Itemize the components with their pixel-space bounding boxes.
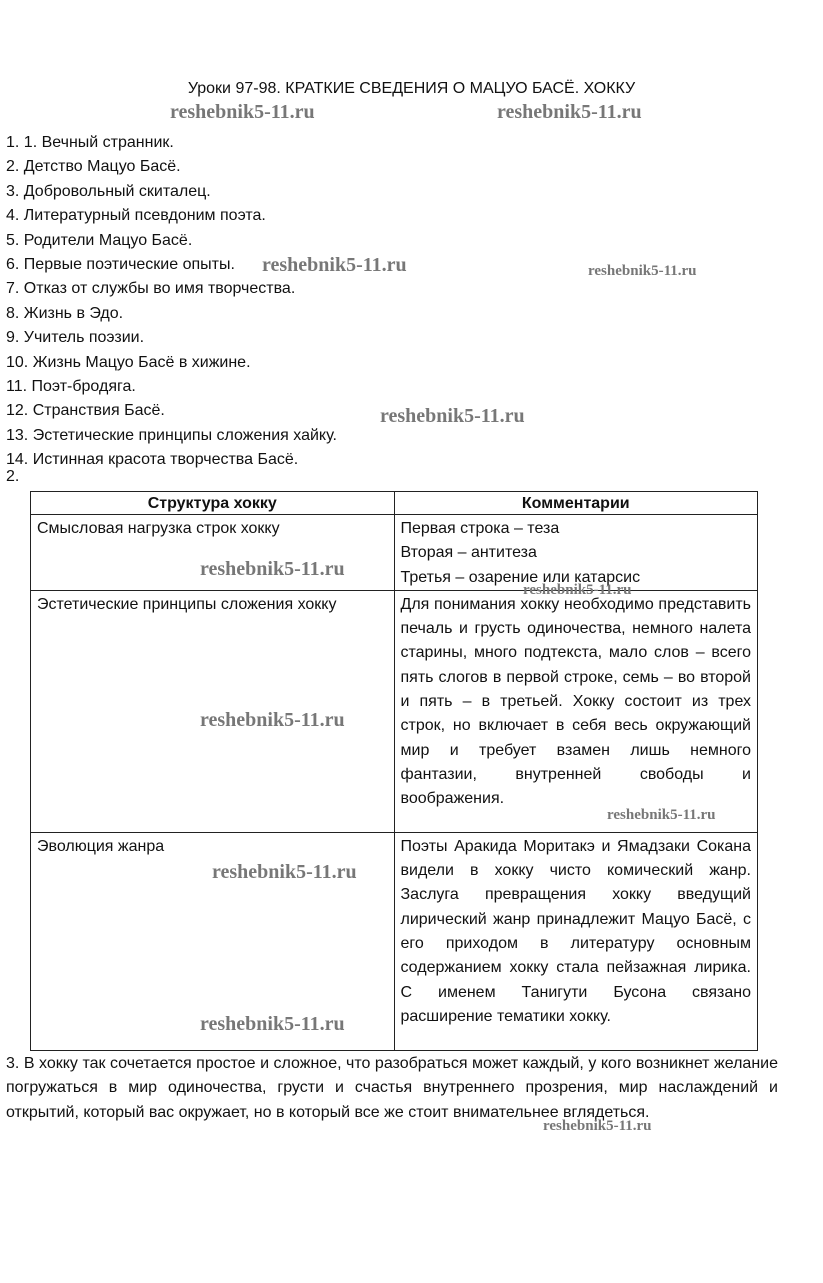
comment-line: Третья – озарение или катарсис: [400, 568, 641, 586]
list-item: 9. Учитель поэзии.: [6, 329, 145, 347]
haiku-table: [30, 491, 758, 1051]
task3-paragraph: 3. В хокку так сочетается простое и сложное, что разобраться может каждый, у кого возникнет желание погружаться в мир одиночества, грусти и счастья внутреннего прозрения, мир наслаждений и открытий, который вас окружает, но в который все же стоит внимательнее вглядеться.: [6, 1055, 778, 1121]
table-header-row: [31, 492, 758, 515]
comment-line: Первая строка – теза: [400, 520, 560, 537]
watermark: reshebnik5-11.ru: [200, 709, 345, 731]
page-title: Уроки 97-98. КРАТКИЕ СВЕДЕНИЯ О МАЦУО БАСЁ. ХОККУ: [187, 80, 636, 97]
column-header: Структура хокку: [31, 492, 395, 515]
comment-cell: Для понимания хокку необходимо представить печаль и грусть одиночества, немного налета старины, много подтекста, мало слов – всего пять слогов в первой строке, семь – во второй и пять – в третьей. Хокку состоит из трех строк, но включает в себя весь окружающий мир и требует взамен лишь немного фантазии, внутренней свободы и воображения.: [394, 590, 758, 832]
watermark: reshebnik5-11.ru: [200, 558, 345, 580]
watermark: reshebnik5-11.ru: [200, 1013, 345, 1035]
watermark: reshebnik5-11.ru: [607, 807, 716, 823]
list-item: 11. Поэт-бродяга.: [6, 377, 136, 395]
list-item: 12. Странствия Басё.: [6, 402, 165, 420]
table-row: [31, 590, 758, 832]
list-item: 10. Жизнь Мацуо Басё в хижине.: [6, 353, 251, 371]
table-row: [31, 515, 758, 591]
comment-cell: Поэты Аракида Моритакэ и Ямадзаки Сокана видели в хокку чисто комический жанр. Заслуга превращения хокку введущий лирический жанр принадлежит Мацуо Басё, с его приходом в литературу основным содержанием хокку стала пейзажная лирика. С именем Танигути Бусона связано расширение тематики хокку.: [394, 832, 758, 1050]
structure-cell: Смысловая нагрузка строк хокку: [31, 515, 395, 591]
list-item: 5. Родители Мацуо Басё.: [6, 231, 193, 249]
list-item: 8. Жизнь в Эдо.: [6, 304, 124, 322]
structure-cell: Эволюция жанра: [31, 832, 395, 1050]
structure-cell: Эстетические принципы сложения хокку: [31, 590, 395, 832]
watermark: reshebnik5-11.ru: [543, 1118, 652, 1134]
watermark: reshebnik5-11.ru: [380, 405, 525, 427]
watermark: reshebnik5-11.ru: [497, 101, 642, 123]
list-item: 1. 1. Вечный странник.: [6, 134, 174, 151]
list-item: 4. Литературный псевдоним поэта.: [6, 207, 266, 225]
watermark: reshebnik5-11.ru: [523, 582, 632, 598]
list-item: 13. Эстетические принципы сложения хайку.: [6, 426, 337, 444]
table-row: [31, 832, 758, 1050]
watermark: reshebnik5-11.ru: [262, 254, 407, 276]
comment-line: Вторая – антитеза: [400, 544, 537, 562]
list-item: 7. Отказ от службы во имя творчества.: [6, 280, 296, 298]
list-item: 3. Добровольный скиталец.: [6, 182, 211, 200]
watermark: reshebnik5-11.ru: [588, 263, 697, 279]
watermark: reshebnik5-11.ru: [212, 861, 357, 883]
task2-label: 2.: [6, 468, 20, 485]
list-item: 6. Первые поэтические опыты.: [6, 255, 235, 273]
list-item: 2. Детство Мацуо Басё.: [6, 158, 181, 176]
list-item: 14. Истинная красота творчества Басё.: [6, 451, 299, 469]
watermark: reshebnik5-11.ru: [170, 101, 315, 123]
comment-cell: [394, 515, 758, 591]
column-header: Комментарии: [394, 492, 758, 515]
outline-list: [6, 131, 337, 472]
